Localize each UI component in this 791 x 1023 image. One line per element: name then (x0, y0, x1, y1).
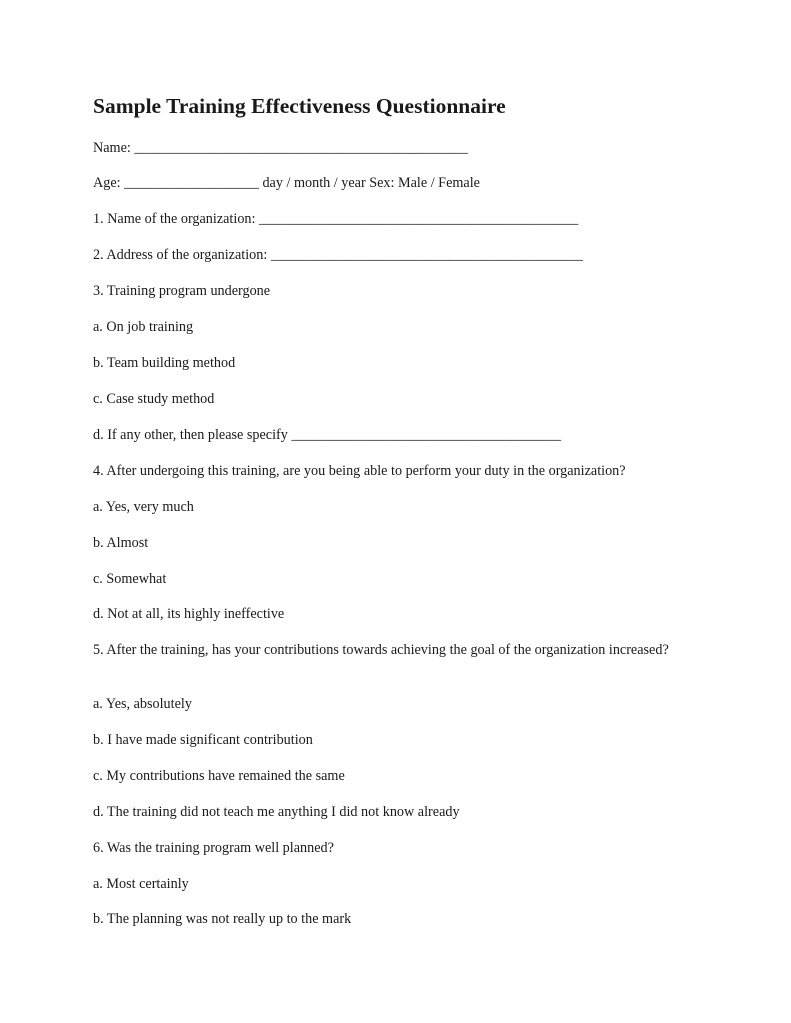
question-6: 6. Was the training program well planned? (93, 840, 334, 856)
question-5: 5. After the training, has your contributions towards achieving the goal of the organization increased? (93, 642, 669, 658)
q3-option-b: b. Team building method (93, 355, 236, 371)
q3-option-c: c. Case study method (93, 391, 215, 407)
q6-option-b: b. The planning was not really up to the mark (93, 911, 352, 927)
q5-option-b: b. I have made significant contribution (93, 732, 313, 748)
age-sex-field-line: Age: ___________________ day / month / year Sex: Male / Female (93, 175, 480, 191)
page-title: Sample Training Effectiveness Questionnaire (93, 94, 506, 118)
q4-option-b: b. Almost (93, 535, 149, 551)
question-2: 2. Address of the organization: ____________________________________________ (93, 247, 583, 263)
question-4: 4. After undergoing this training, are you being able to perform your duty in the organization? (93, 463, 626, 479)
q5-option-d: d. The training did not teach me anything I did not know already (93, 804, 460, 820)
q5-option-c: c. My contributions have remained the same (93, 768, 345, 784)
q4-option-a: a. Yes, very much (93, 499, 194, 515)
name-field-line: Name: _______________________________________________ (93, 140, 468, 156)
q5-option-a: a. Yes, absolutely (93, 696, 192, 712)
question-1: 1. Name of the organization: _____________________________________________ (93, 211, 579, 227)
question-3: 3. Training program undergone (93, 283, 271, 299)
q4-option-d: d. Not at all, its highly ineffective (93, 606, 285, 622)
q3-option-d: d. If any other, then please specify ______________________________________ (93, 427, 561, 443)
q3-option-a: a. On job training (93, 319, 194, 335)
q4-option-c: c. Somewhat (93, 571, 167, 587)
q6-option-a: a. Most certainly (93, 876, 189, 892)
